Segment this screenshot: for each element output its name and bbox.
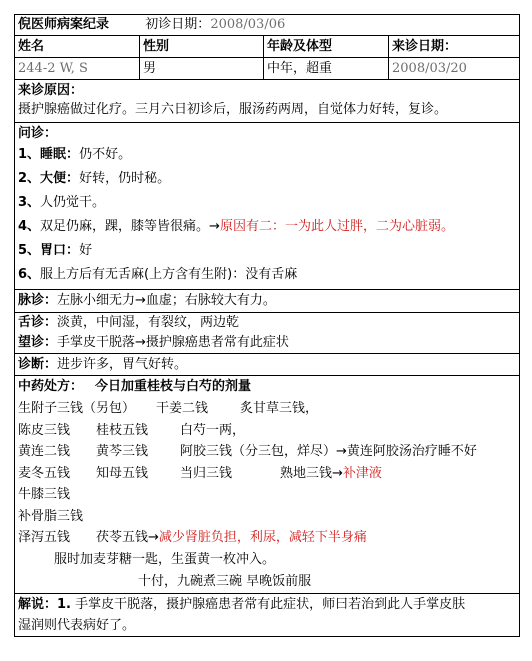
herb-item: 干姜二钱 [156, 401, 209, 416]
item-text: 人仍觉干。 [40, 195, 106, 210]
item-number: 3、 [18, 195, 41, 210]
observe-label: 望诊： [18, 335, 58, 350]
herb-item: 陈皮三钱 [18, 422, 71, 438]
item-text: 服上方后有无舌麻(上方含有生附)：没有舌麻 [40, 267, 298, 282]
herb-item: 牛膝三钱 [18, 487, 71, 502]
herb-item: 知母五钱 [96, 465, 149, 481]
herb-list [18, 398, 516, 549]
item-number: 2、 [18, 171, 41, 186]
herb-row [18, 484, 516, 506]
inquiry-section [15, 123, 520, 290]
prescription-headline: 今日加重桂枝与白芍的剂量 [95, 379, 252, 394]
inquiry-item [18, 239, 516, 263]
explanation-line-1: 手掌皮干脱落，摄护腺癌患者常有此症状，师曰若治到此人手掌皮肤 [75, 596, 466, 612]
herb-item: 黄芩三钱 [96, 444, 149, 459]
name-label: 姓名 [18, 39, 45, 54]
item-text: 好 [79, 243, 93, 258]
prescription-instruction-1: 服时加麦芽糖一匙，生蛋黄一枚冲入。 [54, 551, 276, 567]
visit-date: 2008/03/20 [392, 61, 467, 76]
prescription-section [15, 376, 520, 594]
item-number: 5、 [18, 243, 41, 258]
herb-note: 补津液 [342, 465, 382, 481]
herb-item: 当归三钱 [180, 465, 233, 481]
pulse-section [15, 290, 520, 313]
observe-text: 手掌皮干脱落→摄护腺癌患者常有此症状 [57, 335, 289, 350]
herb-item: 茯苓五钱→ [96, 530, 159, 545]
tongue-text: 淡黄，中间湿，有裂纹，两边乾 [57, 315, 240, 330]
explanation-line-2: 湿润则代表病好了。 [18, 617, 136, 633]
herb-row [18, 463, 516, 485]
record-table [14, 14, 520, 637]
herb-row [18, 506, 516, 528]
first-visit-label: 初诊日期： [145, 17, 211, 32]
inquiry-item [18, 167, 516, 191]
header-row [15, 15, 520, 36]
explanation-section [15, 593, 520, 636]
tongue-label: 舌诊： [18, 315, 58, 330]
inquiry-item [18, 143, 516, 167]
item-key: 睡眠： [40, 147, 80, 162]
reason-text: 摄护腺癌做过化疗。三月六日初诊后，服汤药两周，自觉体力好转，复诊。 [18, 102, 448, 117]
diagnosis-section [15, 354, 520, 376]
herb-note: 减少肾脏负担，利尿，减轻下半身痛 [158, 530, 367, 545]
herb-item: 炙甘草三钱， [240, 401, 319, 416]
item-text: 仍不好。 [79, 147, 132, 162]
inquiry-label: 问诊： [18, 126, 58, 141]
patient-age-build: 中年，超重 [267, 61, 333, 76]
herb-row [18, 527, 516, 549]
medical-record-sheet [14, 14, 519, 637]
diagnosis-text: 进步许多，胃气好转。 [57, 357, 188, 372]
herb-item: 补骨脂三钱 [18, 508, 84, 524]
herb-item: 麦冬五钱 [18, 465, 71, 481]
item-note: 原因有二：一为此人过胖，二为心脏弱。 [219, 219, 454, 234]
herb-item: 桂枝五钱 [96, 422, 149, 438]
herb-row [18, 441, 516, 463]
info-label-row [15, 36, 520, 58]
herb-item: 泽泻五钱 [18, 530, 71, 545]
herb-row [18, 398, 516, 420]
record-title: 倪医师病案纪录 [18, 17, 110, 32]
herb-item: 阿胶三钱（分三包，烊尽）→黄连阿胶汤治疗睡不好 [180, 444, 477, 459]
explanation-label: 解说： [18, 596, 58, 612]
item-number: 1、 [18, 147, 41, 162]
pulse-label: 脉诊： [18, 293, 58, 308]
patient-sex: 男 [143, 61, 157, 76]
item-text: 双足仍麻，踝，膝等皆很痛。→ [40, 219, 220, 234]
herb-item: 生附子三钱（另包） [18, 401, 136, 416]
item-key: 大便： [40, 171, 80, 186]
prescription-label: 中药处方： [18, 379, 84, 394]
visit-date-label: 来诊日期： [392, 39, 458, 54]
first-visit-date: 2008/03/06 [210, 17, 286, 32]
item-text: 好转，仍时秘。 [79, 171, 171, 186]
tongue-observe-section [15, 313, 520, 354]
prescription-instruction-2: 十付，九碗煮三碗 早晚饭前服 [138, 573, 312, 589]
reason-section [15, 80, 520, 123]
item-number: 6、 [18, 267, 41, 282]
sex-label: 性别 [143, 39, 170, 54]
age-label: 年龄及体型 [267, 39, 333, 54]
patient-id: 244-2 W, S [18, 61, 88, 76]
info-value-row [15, 58, 520, 80]
herb-item: 熟地三钱→ [280, 465, 343, 481]
item-key: 胃口： [40, 243, 80, 258]
inquiry-item [18, 191, 516, 215]
diagnosis-label: 诊断： [18, 357, 58, 372]
reason-label: 来诊原因： [18, 83, 84, 98]
inquiry-item [18, 263, 516, 287]
herb-row [18, 420, 516, 442]
inquiry-item [18, 215, 516, 239]
pulse-text: 左脉小细无力→血虚；右脉较大有力。 [57, 293, 276, 308]
explanation-number: 1. [57, 596, 71, 612]
item-number: 4、 [18, 219, 41, 234]
herb-item: 白芍一两， [180, 422, 246, 438]
herb-item: 黄连二钱 [18, 444, 71, 459]
